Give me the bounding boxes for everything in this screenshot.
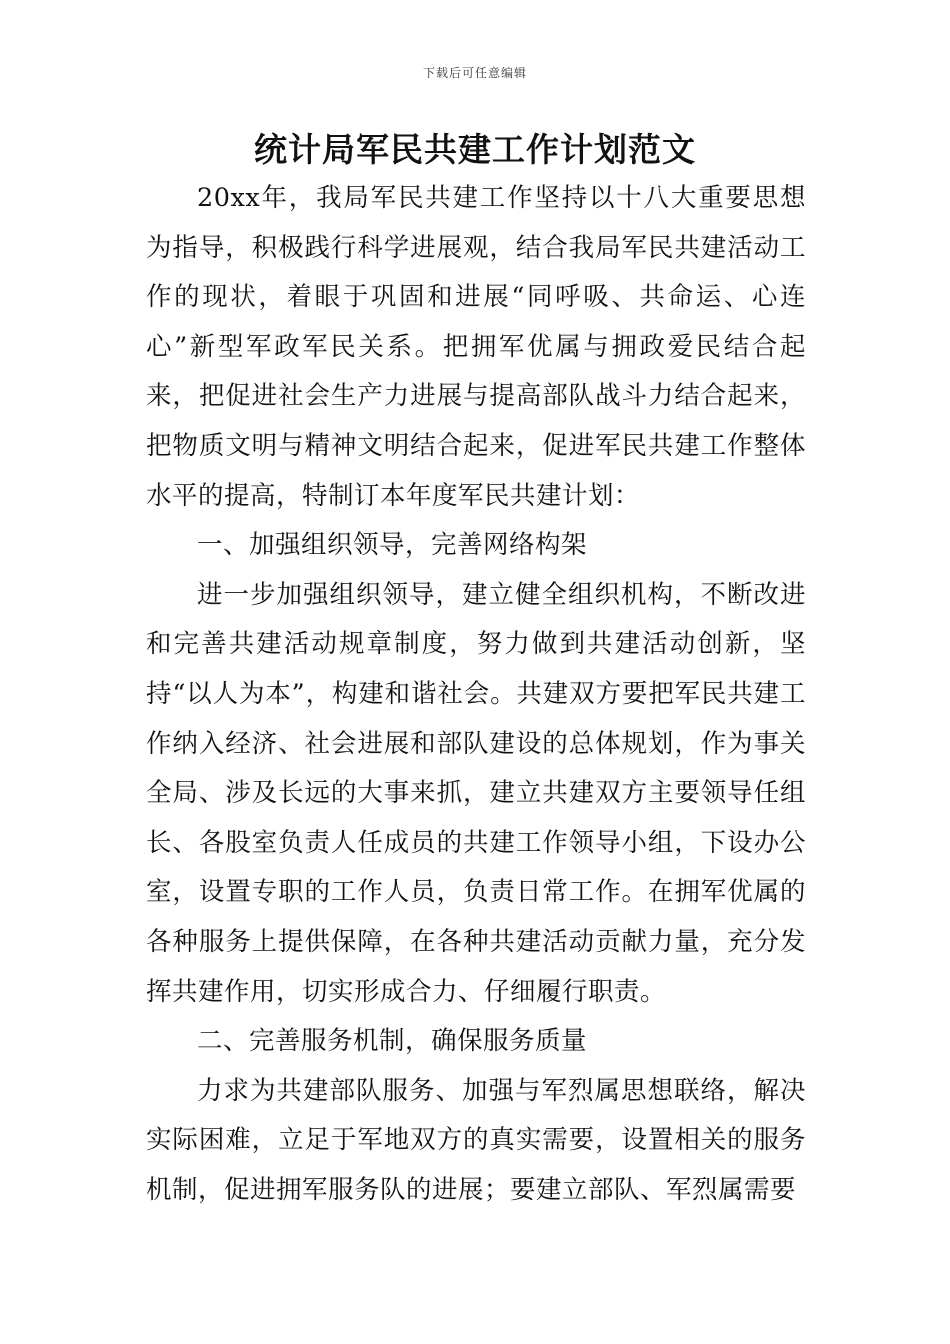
header-note: 下载后可任意编辑	[422, 66, 527, 80]
section-heading-2: 二、完善服务机制，确保服务质量	[197, 1026, 588, 1057]
document-body	[146, 174, 806, 1215]
section-1-paragraph: 进一步加强组织领导，建立健全组织机构，不断改进和完善共建活动规章制度，努力做到共建活动创新，坚持“以人为本”，构建和谐社会。共建双方要把军民共建工作纳入经济、社会进展和部队建设的总体规划，作为事关全局、涉及长远的大事来抓，建立共建双方主要领导任组长、各股室负责人任成员的共建工作领导小组，下设办公室，设置专职的工作人员，负责日常工作。在拥军优属的各种服务上提供保障，在各种共建活动贡献力量，充分发挥共建作用，切实形成合力、仔细履行职责。	[146, 579, 806, 1007]
document-title: 统计局军民共建工作计划范文	[254, 130, 696, 169]
section-heading-1: 一、加强组织领导，完善网络构架	[197, 530, 588, 561]
intro-paragraph: 20xx年，我局军民共建工作坚持以十八大重要思想为指导，积极践行科学进展观，结合我局军民共建活动工作的现状，着眼于巩固和进展“同呼吸、共命运、心连心”新型军政军民关系。把拥军优属与拥政爱民结合起来，把促进社会生产力进展与提高部队战斗力结合起来，把物质文明与精神文明结合起来，促进军民共建工作整体水平的提高，特制订本年度军民共建计划：	[146, 183, 806, 511]
section-2-paragraph: 力求为共建部队服务、加强与军烈属思想联络，解决实际困难，立足于军地双方的真实需要，设置相关的服务机制，促进拥军服务队的进展；要建立部队、军烈属需要	[146, 1075, 806, 1205]
